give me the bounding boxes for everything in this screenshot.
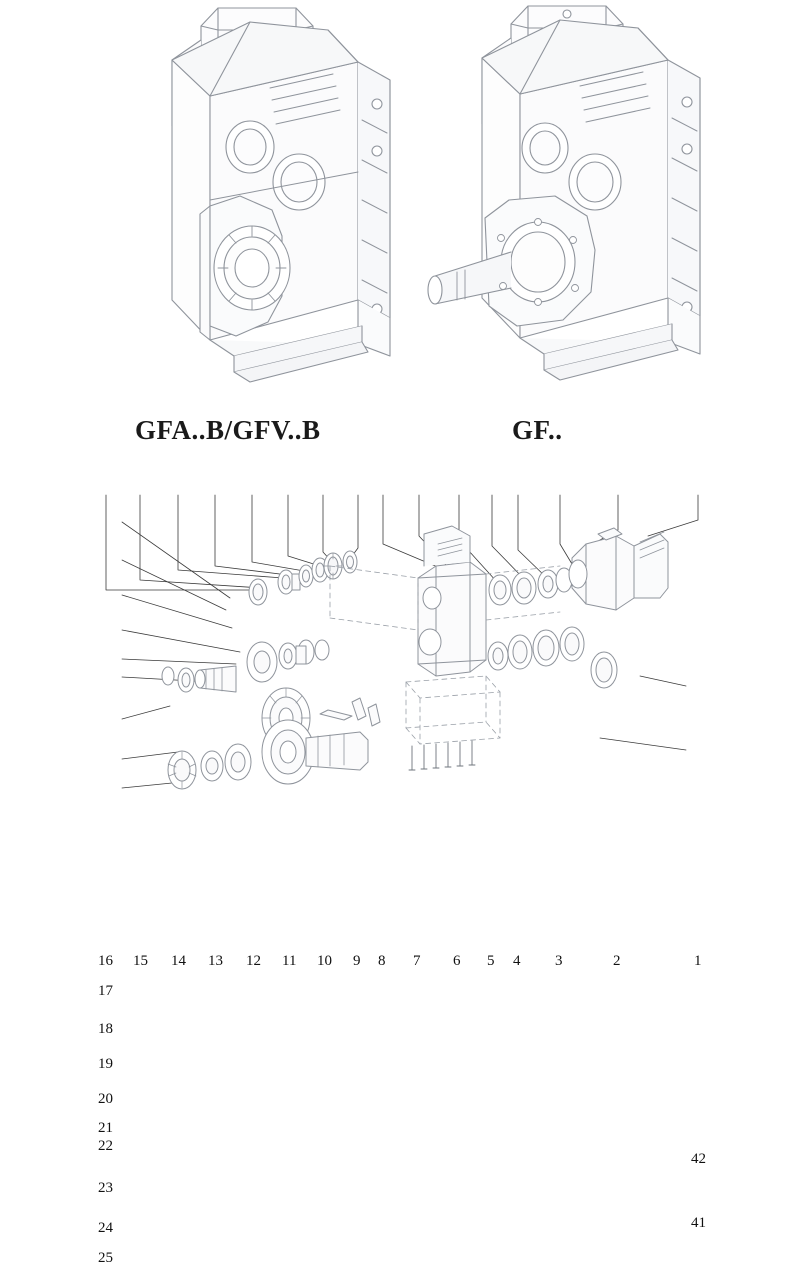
top-drawings-area	[0, 0, 800, 400]
callout-number: 11	[282, 953, 297, 969]
callout-number: 23	[98, 1180, 113, 1196]
callout-number: 21	[98, 1120, 113, 1136]
callout-number: 18	[98, 1021, 113, 1037]
callout-number: 13	[208, 953, 223, 969]
gearbox-drawing-right	[405, 0, 725, 400]
callout-number: 8	[378, 953, 386, 969]
callout-number: 16	[98, 953, 113, 969]
callout-number: 2	[613, 953, 621, 969]
model-caption-left: GFA..B/GFV..B	[135, 415, 321, 445]
callout-number: 1	[694, 953, 702, 969]
callout-number: 3	[555, 953, 563, 969]
callout-number: 41	[691, 1215, 706, 1231]
callout-number: 10	[317, 953, 332, 969]
callout-number: 7	[413, 953, 421, 969]
exploded-view	[0, 470, 800, 1266]
callout-number: 24	[98, 1220, 113, 1236]
callout-number: 5	[487, 953, 495, 969]
callout-number: 17	[98, 983, 113, 999]
callout-number: 9	[353, 953, 361, 969]
callout-number: 6	[453, 953, 461, 969]
callout-number: 12	[246, 953, 261, 969]
callout-number: 19	[98, 1056, 113, 1072]
callout-number: 22	[98, 1138, 113, 1154]
model-caption-right: GF..	[512, 415, 563, 445]
gearbox-drawing-left	[100, 0, 410, 400]
callout-number: 20	[98, 1091, 113, 1107]
callout-number: 25	[98, 1250, 113, 1266]
callout-number: 14	[171, 953, 186, 969]
callout-number: 42	[691, 1151, 706, 1167]
callout-number: 15	[133, 953, 148, 969]
callout-number: 4	[513, 953, 521, 969]
